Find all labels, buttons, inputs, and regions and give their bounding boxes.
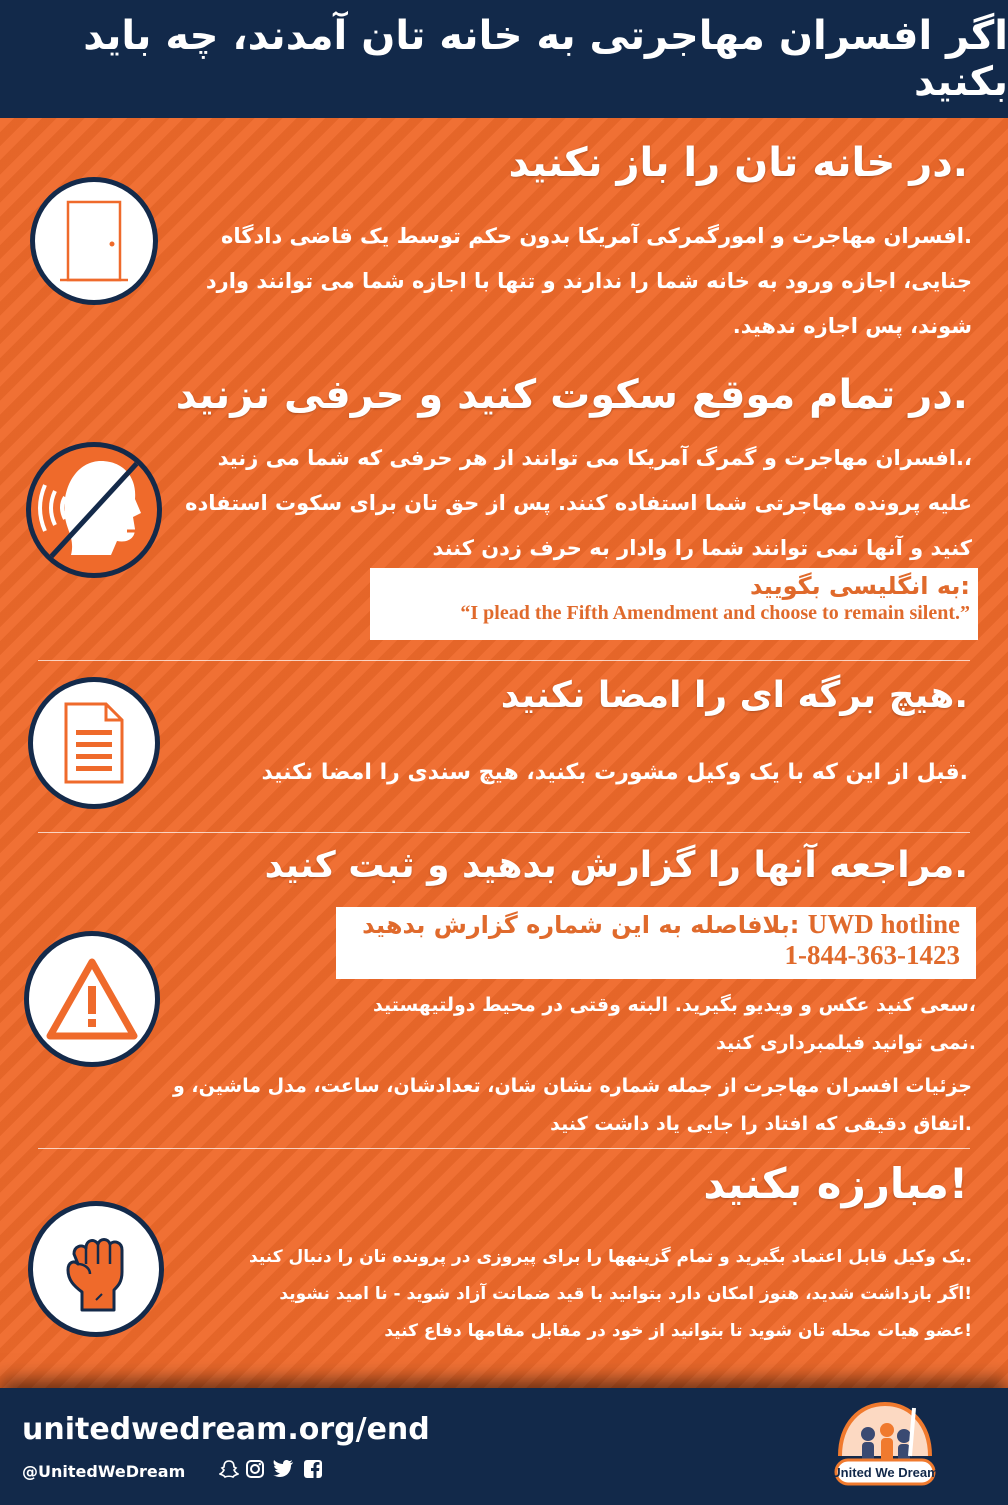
body-line: .اتفاق دقیقی که افتاد را جایی یاد داشت کنید	[550, 1113, 972, 1135]
twitter-icon[interactable]	[272, 1458, 294, 1480]
header-bar	[0, 0, 1008, 118]
section-body	[185, 436, 972, 571]
body-line: جزئیات افسران مهاجرت از جمله شماره نشان شان، تعدادشان، ساعت، مدل ماشین، و	[172, 1075, 972, 1097]
body-line: علیه پرونده مهاجرتی شما استفاده کنند. پس از حق تان برای سکوت استفاده	[185, 491, 972, 515]
hotline-label: UWD hotline	[807, 909, 960, 939]
body-line: شوند، پس اجازه ندهید.	[732, 314, 972, 338]
section-body	[206, 214, 972, 349]
body-line: کنید و آنها نمی توانند شما را وادار به حرف زدن کنند	[432, 536, 972, 560]
quote-text: “I plead the Fifth Amendment and choose to remain silent.”	[460, 602, 970, 624]
english-quote-box	[370, 568, 978, 640]
footer-bar	[0, 1388, 1008, 1505]
website-link[interactable]: unitedwedream.org/end	[22, 1412, 430, 1447]
hotline-text: :بلافاصله به این شماره گزارش بدهید	[362, 911, 800, 939]
document-icon	[28, 677, 160, 809]
body-line: ،سعی کنید عکس و ویدیو بگیرید. البته وقتی در محیط دولتیهستید	[372, 994, 976, 1016]
body-line: ،.افسران مهاجرت و گمرگ آمریکا می توانند از هر حرفی که شما می زنید	[217, 446, 972, 470]
section-fight-back	[0, 1149, 1008, 1387]
instagram-icon[interactable]	[244, 1458, 266, 1480]
section-body	[249, 1239, 972, 1350]
hotline-number: 1-844-363-1423	[784, 940, 960, 970]
body-line: !اگر بازداشت شدید، هنوز امکان دارد بتوانید با قید ضمانت آزاد شوید - نا امید نشوید	[279, 1284, 972, 1304]
quote-label: :به انگلیسی بگویید	[749, 572, 970, 600]
social-handle: @UnitedWeDream	[22, 1462, 186, 1481]
warning-icon	[24, 931, 160, 1067]
facebook-icon[interactable]	[302, 1458, 324, 1480]
section-title: .هیچ برگه ای را امضا نکنید	[500, 675, 968, 716]
raised-fist-icon	[28, 1201, 164, 1337]
main-content	[0, 118, 1008, 1388]
section-dont-sign	[0, 661, 1008, 839]
section-body	[261, 751, 968, 795]
logo-text: United We Dream	[832, 1465, 938, 1480]
page-title: اگر افسران مهاجرتی به خانه تان آمدند، چه باید بکنید	[83, 13, 1008, 105]
united-we-dream-logo	[832, 1394, 938, 1500]
door-icon	[30, 177, 158, 305]
section-title: .مراجعه آنها را گزارش بدهید و ثبت کنید	[264, 845, 968, 886]
no-speaking-icon	[26, 442, 162, 578]
section-remain-silent	[0, 358, 1008, 658]
section-body	[173, 1067, 972, 1143]
section-title: .در خانه تان را باز نکنید	[508, 140, 968, 186]
section-body	[373, 986, 976, 1062]
snapchat-icon[interactable]	[218, 1458, 240, 1480]
section-report-document	[0, 833, 1008, 1147]
body-line: .افسران مهاجرت و امورگمرکی آمریکا بدون حکم توسط یک قاضی دادگاه	[220, 224, 972, 248]
body-line: .قبل از این که با یک وکیل مشورت بکنید، هیچ سندی را امضا نکنید	[261, 760, 968, 785]
hotline-box	[336, 907, 976, 979]
section-title: .در تمام موقع سکوت کنید و حرفی نزنید	[175, 372, 968, 418]
body-line: .نمی توانید فیلمبرداری کنید	[716, 1032, 976, 1054]
body-line: .یک وکیل قابل اعتماد بگیرید و تمام گزینهها را برای پیروزی در پرونده تان را دنبال کنید	[249, 1247, 972, 1267]
section-dont-open-door	[0, 118, 1008, 350]
body-line: جنایی، اجازه ورود به خانه شما را ندارند و تنها با اجازه شما می توانند وارد	[205, 269, 972, 293]
body-line: !عضو هیات محله تان شوید تا بتوانید از خود در مقابل مقامها دفاع کنید	[384, 1321, 972, 1341]
hotline-line	[352, 909, 960, 940]
section-title: !مبارزه بکنید	[703, 1159, 968, 1208]
